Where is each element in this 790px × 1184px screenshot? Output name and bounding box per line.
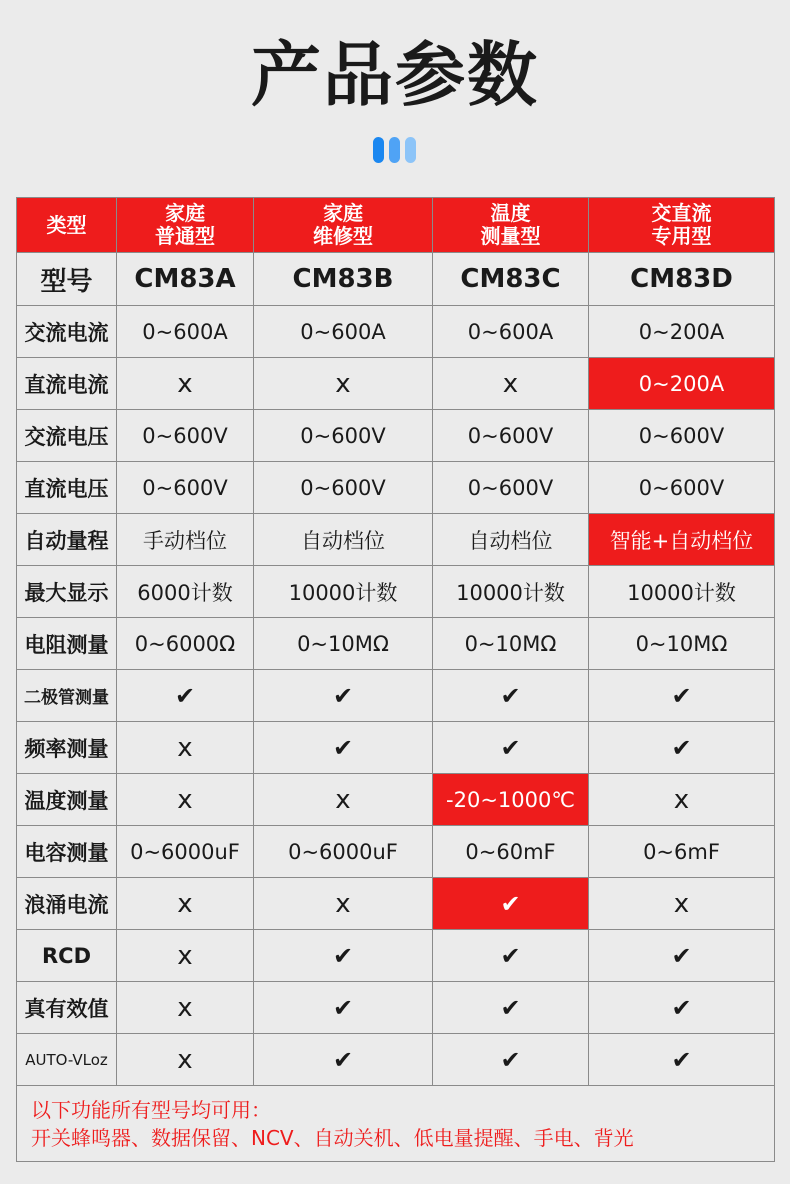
table-cell — [589, 358, 775, 410]
table-cell — [117, 826, 254, 878]
check-icon: ✔ — [671, 941, 692, 970]
table-row — [17, 1034, 775, 1086]
cross-icon: x — [335, 888, 351, 919]
cell-value: 0~600A — [300, 319, 386, 344]
model-name-2: CM83B — [254, 253, 433, 306]
header-category-line: 交直流 — [651, 201, 712, 225]
row-label: AUTO-VLoz — [17, 1034, 117, 1086]
table-cell — [433, 462, 589, 514]
table-cell — [589, 410, 775, 462]
cell-value: 自动档位 — [468, 528, 553, 553]
table-cell — [433, 722, 589, 774]
table-cell — [117, 514, 254, 566]
footer-line-2: 开关蜂鸣器、数据保留、NCV、自动关机、低电量提醒、手电、背光 — [31, 1125, 634, 1150]
check-icon: ✔ — [332, 993, 354, 1022]
header-category-4 — [589, 198, 775, 253]
model-name-4: CM83D — [589, 253, 775, 306]
header-category-line: 家庭 — [165, 201, 205, 225]
table-cell — [433, 1034, 589, 1086]
cell-value: 0~600V — [300, 423, 386, 448]
cell-value: 0~60mF — [465, 839, 556, 864]
cell-value: 0~600V — [467, 423, 554, 448]
row-label: RCD — [17, 930, 117, 982]
row-label: 二极管测量 — [17, 670, 117, 722]
table-cell — [433, 774, 589, 826]
header-category-3 — [433, 198, 589, 253]
cell-value: 0~200A — [638, 319, 725, 344]
table-cell — [117, 306, 254, 358]
footer-row — [17, 1086, 775, 1162]
cell-value: 0~600V — [142, 423, 228, 448]
row-label: 直流电流 — [17, 358, 117, 410]
table-cell — [589, 306, 775, 358]
table-cell — [589, 774, 775, 826]
cross-icon: x — [177, 732, 193, 763]
cross-icon: x — [177, 940, 193, 971]
cell-value: 10000计数 — [288, 580, 398, 605]
check-icon: ✔ — [332, 1045, 354, 1074]
row-label: 温度测量 — [17, 774, 117, 826]
cell-value: 0~600V — [467, 475, 554, 500]
cell-value: 0~10MΩ — [297, 631, 389, 656]
table-cell — [433, 618, 589, 670]
cross-icon: x — [335, 368, 351, 399]
cell-value: 0~200A — [638, 371, 725, 396]
table-cell — [589, 618, 775, 670]
header-category-line: 专用型 — [651, 224, 712, 248]
table-cell — [117, 618, 254, 670]
check-icon: ✔ — [671, 1045, 692, 1074]
dot-1 — [373, 137, 384, 163]
table-cell — [433, 878, 589, 930]
cross-icon: x — [673, 888, 690, 919]
table-cell — [254, 774, 433, 826]
table-cell — [589, 722, 775, 774]
cell-value: 0~6000uF — [130, 839, 240, 864]
table-cell — [117, 930, 254, 982]
table-cell — [433, 358, 589, 410]
model-name-3: CM83C — [433, 253, 589, 306]
check-icon: ✔ — [500, 889, 521, 918]
table-cell — [433, 306, 589, 358]
table-cell — [117, 982, 254, 1034]
page-title: 产品参数 — [251, 34, 539, 116]
table-cell — [254, 514, 433, 566]
table-row — [17, 670, 775, 722]
table-cell — [589, 514, 775, 566]
row-label: 直流电压 — [17, 462, 117, 514]
table-cell — [433, 670, 589, 722]
cross-icon: x — [177, 888, 193, 919]
header-category-2 — [254, 198, 433, 253]
table-cell — [254, 982, 433, 1034]
table-cell — [254, 306, 433, 358]
table-row — [17, 410, 775, 462]
decorative-dots — [373, 137, 419, 163]
table-cell — [254, 878, 433, 930]
cell-value: 10000计数 — [627, 580, 736, 605]
table-cell — [589, 878, 775, 930]
check-icon: ✔ — [500, 941, 521, 970]
table-cell — [254, 358, 433, 410]
cell-value: 自动档位 — [301, 528, 385, 553]
cell-value: 0~6000uF — [288, 839, 398, 864]
table-cell — [433, 930, 589, 982]
row-label: 最大显示 — [17, 566, 117, 618]
cross-icon: x — [177, 1044, 193, 1075]
table-cell — [589, 1034, 775, 1086]
table-cell — [433, 410, 589, 462]
row-label: 自动量程 — [17, 514, 117, 566]
table-row — [17, 462, 775, 514]
table-cell — [254, 1034, 433, 1086]
table-cell — [117, 670, 254, 722]
dot-3 — [405, 137, 416, 163]
header-category-line: 温度 — [490, 201, 531, 225]
footer-line-1: 以下功能所有型号均可用： — [31, 1097, 271, 1122]
table-row — [17, 930, 775, 982]
header-category-line: 普通型 — [155, 224, 215, 248]
table-cell — [589, 670, 775, 722]
table-row — [17, 358, 775, 410]
header-category-line: 测量型 — [480, 224, 541, 248]
header-category-1 — [117, 198, 254, 253]
dot-2 — [389, 137, 400, 163]
table-cell — [117, 410, 254, 462]
table-cell — [117, 878, 254, 930]
table-row — [17, 306, 775, 358]
table-cell — [254, 670, 433, 722]
table-cell — [254, 722, 433, 774]
check-icon: ✔ — [671, 993, 692, 1022]
cell-value: 6000计数 — [137, 580, 233, 605]
table-cell — [117, 462, 254, 514]
check-icon: ✔ — [671, 733, 692, 762]
cross-icon: x — [502, 368, 519, 399]
table-cell — [254, 566, 433, 618]
cell-value: 手动档位 — [143, 528, 227, 553]
footer-note — [17, 1086, 775, 1162]
table-cell — [589, 566, 775, 618]
table-row — [17, 722, 775, 774]
model-label: 型号 — [17, 253, 117, 306]
row-label: 浪涌电流 — [17, 878, 117, 930]
table-row — [17, 618, 775, 670]
cell-value: 0~6000Ω — [134, 631, 236, 656]
table-cell — [254, 410, 433, 462]
table-cell — [117, 722, 254, 774]
table-cell — [254, 618, 433, 670]
cross-icon: x — [177, 368, 193, 399]
row-label: 交流电流 — [17, 306, 117, 358]
cell-value: 0~600V — [638, 475, 725, 500]
cell-value: 0~600V — [300, 475, 386, 500]
cell-value: 0~600A — [467, 319, 554, 344]
model-name-1: CM83A — [117, 253, 254, 306]
table-row — [17, 878, 775, 930]
table-cell — [117, 1034, 254, 1086]
cell-value: 0~10MΩ — [464, 631, 557, 656]
table-cell — [433, 514, 589, 566]
table-cell — [589, 930, 775, 982]
cell-value: 0~10MΩ — [635, 631, 728, 656]
cross-icon: x — [177, 784, 193, 815]
table-cell — [254, 930, 433, 982]
check-icon: ✔ — [500, 993, 521, 1022]
cell-value: 0~6mF — [643, 839, 720, 864]
check-icon: ✔ — [332, 733, 354, 762]
cross-icon: x — [177, 992, 193, 1023]
table-cell — [254, 826, 433, 878]
cell-value: 0~600V — [638, 423, 725, 448]
row-label: 电阻测量 — [17, 618, 117, 670]
model-row — [17, 253, 775, 306]
row-label: 交流电压 — [17, 410, 117, 462]
cell-value: 10000计数 — [456, 580, 565, 605]
table-row — [17, 826, 775, 878]
table-row — [17, 514, 775, 566]
check-icon: ✔ — [174, 681, 196, 710]
table-cell — [589, 982, 775, 1034]
check-icon: ✔ — [500, 733, 521, 762]
row-label: 电容测量 — [17, 826, 117, 878]
check-icon: ✔ — [500, 1045, 521, 1074]
header-category-line: 家庭 — [323, 201, 363, 225]
table-cell — [433, 566, 589, 618]
table-row — [17, 982, 775, 1034]
table-row — [17, 774, 775, 826]
table-row — [17, 566, 775, 618]
cell-value: 智能+自动档位 — [609, 528, 754, 553]
table-cell — [433, 826, 589, 878]
cross-icon: x — [335, 784, 351, 815]
table-cell — [117, 566, 254, 618]
cell-value: 0~600A — [142, 319, 228, 344]
cross-icon: x — [673, 784, 690, 815]
check-icon: ✔ — [500, 681, 521, 710]
table-cell — [589, 462, 775, 514]
header-type-label: 类型 — [17, 198, 117, 253]
check-icon: ✔ — [671, 681, 692, 710]
table-cell — [589, 826, 775, 878]
check-icon: ✔ — [332, 941, 354, 970]
row-label: 真有效值 — [17, 982, 117, 1034]
row-label: 频率测量 — [17, 722, 117, 774]
cell-value: 0~600V — [142, 475, 228, 500]
table-cell — [254, 462, 433, 514]
table-header-row — [17, 198, 775, 253]
table-cell — [433, 982, 589, 1034]
cell-value: -20~1000℃ — [446, 787, 575, 812]
table-cell — [117, 358, 254, 410]
table-cell — [117, 774, 254, 826]
check-icon: ✔ — [332, 681, 354, 710]
header-category-line: 维修型 — [313, 224, 373, 248]
spec-table — [16, 197, 775, 1162]
